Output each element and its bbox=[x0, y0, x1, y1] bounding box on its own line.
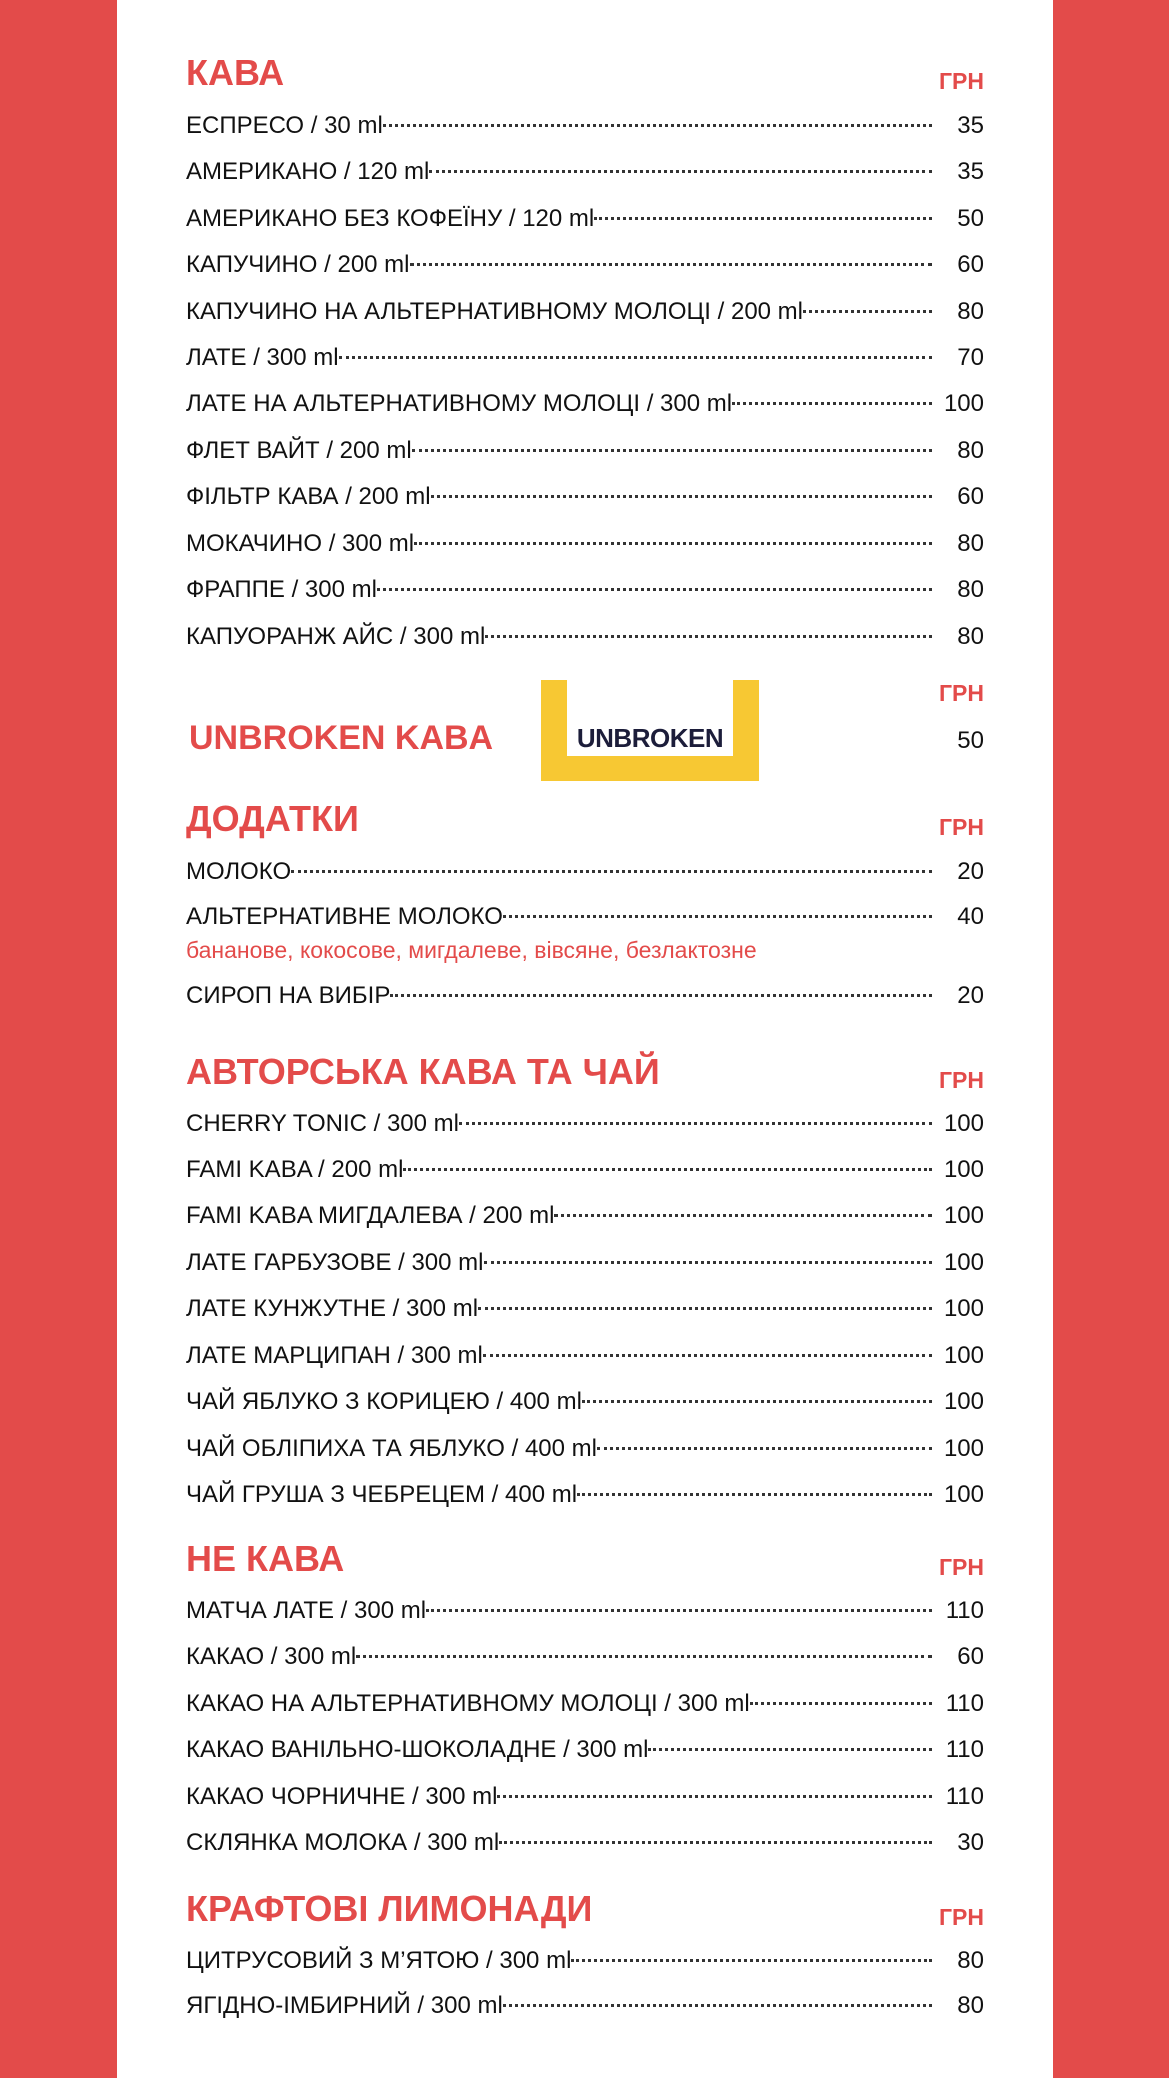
dot-leader bbox=[403, 1168, 932, 1171]
item-price: 110 bbox=[945, 1783, 984, 1810]
dot-leader bbox=[459, 1122, 932, 1125]
dot-leader bbox=[497, 1795, 932, 1798]
item-price: 100 bbox=[943, 390, 984, 417]
menu-item bbox=[186, 1107, 984, 1141]
menu-item bbox=[186, 295, 984, 329]
dot-leader bbox=[503, 915, 932, 918]
dot-leader bbox=[803, 310, 932, 313]
menu-item bbox=[186, 900, 984, 934]
dot-leader bbox=[485, 635, 932, 638]
item-name: ЕСПРЕСО / 30 ml bbox=[186, 112, 383, 139]
menu-item bbox=[186, 1385, 984, 1419]
item-price: 100 bbox=[943, 1249, 984, 1276]
dot-leader bbox=[339, 356, 932, 359]
item-price: 100 bbox=[943, 1435, 984, 1462]
section-header-kava bbox=[186, 50, 984, 96]
item-price: 80 bbox=[957, 298, 984, 325]
item-price: 60 bbox=[957, 251, 984, 278]
menu-item bbox=[186, 527, 984, 561]
dot-leader bbox=[554, 1214, 932, 1217]
item-name: ЧАЙ ЯБЛУКО З КОРИЦЕЮ / 400 ml bbox=[186, 1388, 582, 1415]
item-price: 80 bbox=[957, 437, 984, 464]
item-name: ЯГІДНО-ІМБИРНИЙ / 300 ml bbox=[186, 1992, 503, 2019]
item-name: ЛАТЕ НА АЛЬТЕРНАТИВНОМУ МОЛОЦІ / 300 ml bbox=[186, 390, 733, 417]
item-name: ЦИТРУСОВИЙ З М’ЯТОЮ / 300 ml bbox=[186, 1947, 572, 1974]
dot-leader bbox=[291, 870, 932, 873]
dot-leader bbox=[499, 1841, 932, 1844]
dot-leader bbox=[648, 1748, 932, 1751]
section-title: НЕ КАВА bbox=[186, 1538, 345, 1579]
dot-leader bbox=[484, 1261, 933, 1264]
menu-item bbox=[186, 1292, 984, 1326]
unbroken-price: 50 bbox=[957, 727, 984, 754]
item-name: FAMI KABA МИГДАЛЕВА / 200 ml bbox=[186, 1202, 555, 1229]
item-name: МАТЧА ЛАТЕ / 300 ml bbox=[186, 1597, 427, 1624]
dot-leader bbox=[377, 588, 932, 591]
item-price: 100 bbox=[943, 1342, 984, 1369]
item-price: 100 bbox=[943, 1388, 984, 1415]
menu-item bbox=[186, 202, 984, 236]
dot-leader bbox=[750, 1702, 932, 1705]
currency-label: ГРН bbox=[939, 814, 984, 840]
currency-label: ГРН bbox=[939, 68, 984, 94]
item-price: 80 bbox=[957, 576, 984, 603]
section-header-avtorska bbox=[186, 1049, 984, 1095]
dot-leader bbox=[414, 542, 932, 545]
item-name: КАПУОРАНЖ АЙС / 300 ml bbox=[186, 623, 486, 650]
menu-item bbox=[186, 1944, 984, 1978]
menu-item bbox=[186, 1199, 984, 1233]
item-price: 60 bbox=[957, 483, 984, 510]
section-title: КАВА bbox=[186, 52, 285, 93]
item-name: МОЛОКО bbox=[186, 858, 292, 885]
item-price: 35 bbox=[957, 158, 984, 185]
dot-leader bbox=[582, 1400, 932, 1403]
item-name: КАКАО / 300 ml bbox=[186, 1643, 357, 1670]
dot-leader bbox=[356, 1655, 932, 1658]
menu-item bbox=[186, 1733, 984, 1767]
menu-item bbox=[186, 1594, 984, 1628]
menu-item bbox=[186, 1687, 984, 1721]
item-price: 110 bbox=[945, 1736, 984, 1763]
unbroken-title: UNBROKEN KABA bbox=[189, 719, 494, 757]
item-price: 100 bbox=[943, 1156, 984, 1183]
menu-item bbox=[186, 248, 984, 282]
menu-item bbox=[186, 1780, 984, 1814]
dot-leader bbox=[478, 1307, 932, 1310]
item-price: 20 bbox=[957, 982, 984, 1009]
logo-text: UNBROKEN bbox=[576, 723, 724, 753]
menu-item bbox=[186, 1826, 984, 1860]
item-price: 100 bbox=[943, 1110, 984, 1137]
item-name: АЛЬТЕРНАТИВНЕ МОЛОКО bbox=[186, 903, 503, 930]
menu-item bbox=[186, 480, 984, 514]
item-price: 80 bbox=[957, 1992, 984, 2019]
section-title: АВТОРСЬКА КАВА ТА ЧАЙ bbox=[186, 1051, 660, 1092]
dot-leader bbox=[390, 994, 932, 997]
menu-item bbox=[186, 1989, 984, 2023]
item-name: АМЕРИКАНО БЕЗ КОФЕЇНУ / 120 ml bbox=[186, 205, 595, 232]
menu-item bbox=[186, 155, 984, 189]
section-header-dodatky bbox=[186, 796, 984, 842]
menu-item bbox=[186, 1246, 984, 1280]
dot-leader bbox=[431, 495, 932, 498]
item-name: ФРАППЕ / 300 ml bbox=[186, 576, 377, 603]
unbroken-logo bbox=[541, 680, 759, 781]
item-name: СИРОП НА ВИБІР bbox=[186, 982, 391, 1009]
section-title: КРАФТОВІ ЛИМОНАДИ bbox=[186, 1888, 593, 1929]
item-name: ФІЛЬТР КАВА / 200 ml bbox=[186, 483, 431, 510]
menu-item bbox=[186, 1432, 984, 1466]
menu-item bbox=[186, 573, 984, 607]
item-name: АМЕРИКАНО / 120 ml bbox=[186, 158, 430, 185]
currency-label: ГРН bbox=[939, 1904, 984, 1930]
item-price: 100 bbox=[943, 1202, 984, 1229]
item-name: СКЛЯНКА МОЛОКА / 300 ml bbox=[186, 1829, 500, 1856]
item-name: КАПУЧИНО НА АЛЬТЕРНАТИВНОМУ МОЛОЦІ / 200 ml bbox=[186, 298, 804, 325]
item-price: 30 bbox=[957, 1829, 984, 1856]
item-price: 50 bbox=[957, 205, 984, 232]
dot-leader bbox=[597, 1447, 932, 1450]
item-price: 80 bbox=[957, 623, 984, 650]
menu-item bbox=[186, 1640, 984, 1674]
item-price: 100 bbox=[943, 1481, 984, 1508]
item-price: 100 bbox=[943, 1295, 984, 1322]
menu-item bbox=[186, 341, 984, 375]
section-title: ДОДАТКИ bbox=[186, 798, 359, 839]
item-name: ФЛЕТ ВАЙТ / 200 ml bbox=[186, 437, 412, 464]
item-name: КАПУЧИНО / 200 ml bbox=[186, 251, 410, 278]
item-name: CHERRY TONIC / 300 ml bbox=[186, 1110, 459, 1137]
currency-label: ГРН bbox=[939, 1554, 984, 1580]
dot-leader bbox=[412, 449, 932, 452]
menu-item bbox=[186, 855, 984, 889]
menu-item bbox=[186, 620, 984, 654]
menu-item bbox=[186, 1153, 984, 1187]
item-price: 35 bbox=[957, 112, 984, 139]
dot-leader bbox=[410, 263, 933, 266]
item-price: 80 bbox=[957, 1947, 984, 1974]
dot-leader bbox=[571, 1959, 932, 1962]
item-name: ЛАТЕ МАРЦИПАН / 300 ml bbox=[186, 1342, 483, 1369]
dot-leader bbox=[383, 124, 932, 127]
menu-item bbox=[186, 979, 984, 1013]
item-name: ЧАЙ ГРУША З ЧЕБРЕЦЕМ / 400 ml bbox=[186, 1481, 578, 1508]
section-header-ne-kava bbox=[186, 1536, 984, 1582]
item-name: FAMI KABA / 200 ml bbox=[186, 1156, 404, 1183]
item-name: ЛАТЕ / 300 ml bbox=[186, 344, 339, 371]
item-name: ЧАЙ ОБЛІПИХА ТА ЯБЛУКО / 400 ml bbox=[186, 1435, 597, 1462]
item-price: 60 bbox=[957, 1643, 984, 1670]
currency-label: ГРН bbox=[939, 1067, 984, 1093]
menu-item bbox=[186, 1478, 984, 1512]
item-price: 20 bbox=[957, 858, 984, 885]
item-price: 110 bbox=[945, 1597, 984, 1624]
item-name: КАКАО ЧОРНИЧНЕ / 300 ml bbox=[186, 1783, 498, 1810]
dot-leader bbox=[429, 170, 932, 173]
item-price: 110 bbox=[945, 1690, 984, 1717]
section-header-limonady bbox=[186, 1886, 984, 1932]
milk-options-note: бананове, кокосове, мигдалеве, вівсяне, безлактозне bbox=[186, 937, 757, 963]
item-name: ЛАТЕ КУНЖУТНЕ / 300 ml bbox=[186, 1295, 479, 1322]
item-name: ЛАТЕ ГАРБУЗОВЕ / 300 ml bbox=[186, 1249, 484, 1276]
dot-leader bbox=[503, 2004, 932, 2007]
item-name: КАКАО ВАНІЛЬНО-ШОКОЛАДНЕ / 300 ml bbox=[186, 1736, 649, 1763]
dot-leader bbox=[483, 1354, 932, 1357]
menu-item bbox=[186, 1339, 984, 1373]
dot-leader bbox=[426, 1609, 932, 1612]
menu-item bbox=[186, 434, 984, 468]
item-name: МОКАЧИНО / 300 ml bbox=[186, 530, 415, 557]
dot-leader bbox=[732, 402, 932, 405]
menu-item bbox=[186, 387, 984, 421]
dot-leader bbox=[594, 217, 932, 220]
item-name: КАКАО НА АЛЬТЕРНАТИВНОМУ МОЛОЦІ / 300 ml bbox=[186, 1690, 750, 1717]
item-price: 40 bbox=[957, 903, 984, 930]
item-price: 70 bbox=[957, 344, 984, 371]
currency-label: ГРН bbox=[939, 680, 984, 706]
item-price: 80 bbox=[957, 530, 984, 557]
dot-leader bbox=[577, 1493, 932, 1496]
menu-item bbox=[186, 109, 984, 143]
